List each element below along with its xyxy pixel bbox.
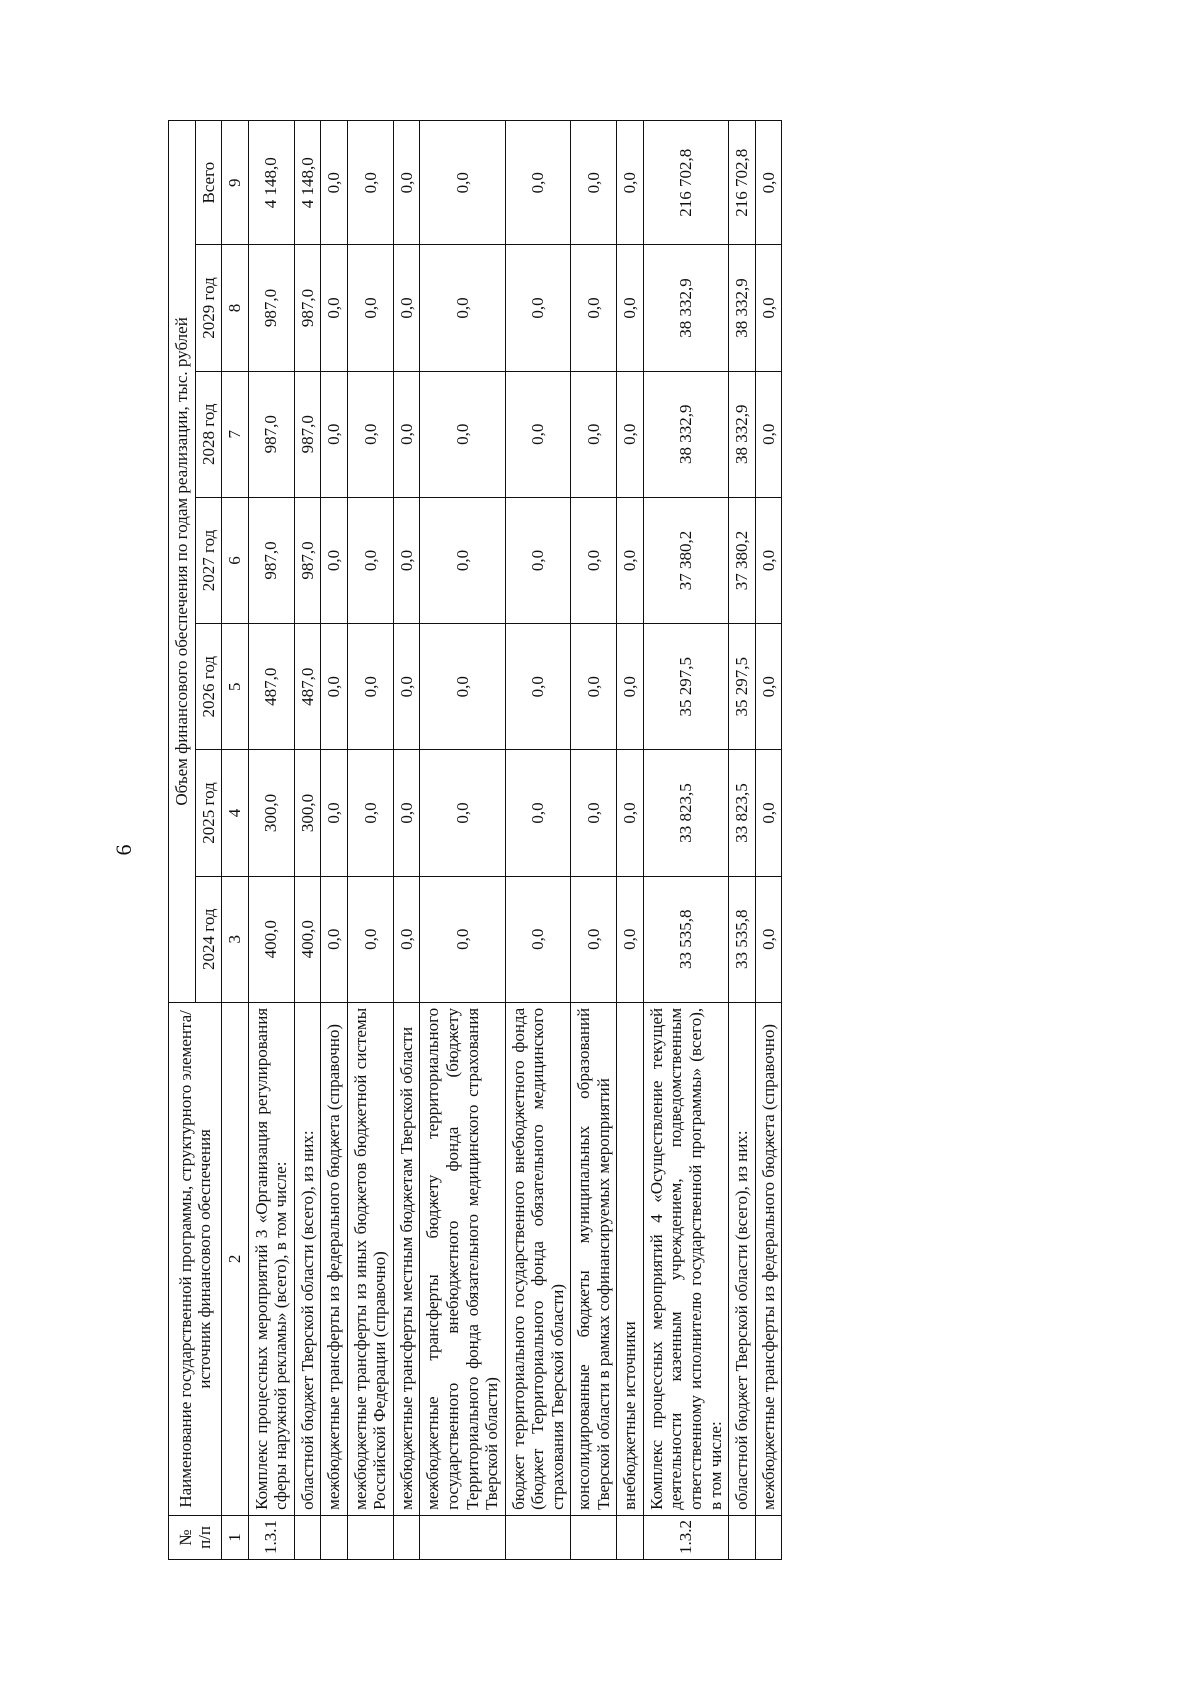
table-row xyxy=(617,121,644,1560)
header-num: № п/п xyxy=(169,1515,222,1559)
row-year-value: 0,0 xyxy=(347,750,393,876)
row-year-value: 400,0 xyxy=(294,876,321,1002)
table-row xyxy=(729,121,756,1560)
row-year-value: 35 297,5 xyxy=(643,624,728,750)
row-year-value: 0,0 xyxy=(321,750,348,876)
row-year-value: 0,0 xyxy=(755,371,782,497)
row-year-value: 487,0 xyxy=(248,624,294,750)
row-year-value: 987,0 xyxy=(294,245,321,371)
row-year-value: 300,0 xyxy=(294,750,321,876)
table-row xyxy=(347,121,393,1560)
table-row xyxy=(321,121,348,1560)
row-code xyxy=(420,1515,505,1559)
row-code xyxy=(347,1515,393,1559)
row-year-value: 0,0 xyxy=(393,876,420,1002)
table-row xyxy=(294,121,321,1560)
row-year-value: 0,0 xyxy=(393,245,420,371)
table-row xyxy=(393,121,420,1560)
table-row xyxy=(248,121,294,1560)
row-year-value: 0,0 xyxy=(321,876,348,1002)
row-code: 1.3.2 xyxy=(643,1515,728,1559)
row-year-value: 0,0 xyxy=(347,371,393,497)
row-year-value: 0,0 xyxy=(505,371,571,497)
page-number: 6 xyxy=(111,844,136,856)
row-total-value: 216 702,8 xyxy=(643,121,728,245)
header-name: Наименование государственной программы, структурного элемента/источник финансового обеспечения xyxy=(169,1002,222,1515)
row-year-value: 0,0 xyxy=(393,497,420,623)
row-year-value: 33 535,8 xyxy=(643,876,728,1002)
row-code xyxy=(393,1515,420,1559)
index-cell: 9 xyxy=(222,121,249,245)
row-total-value: 0,0 xyxy=(617,121,644,245)
row-code xyxy=(505,1515,571,1559)
row-year-value: 0,0 xyxy=(347,245,393,371)
row-total-value: 0,0 xyxy=(571,121,617,245)
row-year-value: 0,0 xyxy=(571,371,617,497)
rotated-table-wrapper xyxy=(168,120,1068,1560)
row-source-name: межбюджетные трансферты местным бюджетам Тверской области xyxy=(393,1002,420,1515)
row-year-value: 38 332,9 xyxy=(729,245,756,371)
row-year-value: 0,0 xyxy=(571,497,617,623)
row-code xyxy=(321,1515,348,1559)
row-year-value: 987,0 xyxy=(248,245,294,371)
row-year-value: 0,0 xyxy=(755,750,782,876)
row-year-value: 0,0 xyxy=(617,750,644,876)
row-year-value: 0,0 xyxy=(755,497,782,623)
table-row xyxy=(420,121,505,1560)
header-year: 2029 год xyxy=(195,245,222,371)
row-year-value: 987,0 xyxy=(248,371,294,497)
row-year-value: 33 823,5 xyxy=(729,750,756,876)
header-row-1 xyxy=(169,121,196,1560)
row-source-name: консолидированные бюджеты муниципальных образований Тверской области в рамках софинансируемых мероприятий xyxy=(571,1002,617,1515)
row-year-value: 38 332,9 xyxy=(643,245,728,371)
row-year-value: 0,0 xyxy=(393,371,420,497)
table-body xyxy=(222,121,782,1560)
row-total-value: 216 702,8 xyxy=(729,121,756,245)
row-year-value: 987,0 xyxy=(248,497,294,623)
row-total-value: 0,0 xyxy=(393,121,420,245)
row-source-name: межбюджетные трансферты из иных бюджетов бюджетной системы Российской Федерации (справочно) xyxy=(347,1002,393,1515)
row-code xyxy=(755,1515,782,1559)
row-year-value: 0,0 xyxy=(347,497,393,623)
row-source-name: Комплекс процессных мероприятий 3 «Организация регулирования сферы наружной рекламы» (всего), в том числе: xyxy=(248,1002,294,1515)
row-year-value: 0,0 xyxy=(505,245,571,371)
row-code xyxy=(617,1515,644,1559)
row-year-value: 38 332,9 xyxy=(729,371,756,497)
row-year-value: 0,0 xyxy=(617,624,644,750)
row-year-value: 487,0 xyxy=(294,624,321,750)
row-year-value: 0,0 xyxy=(393,750,420,876)
row-year-value: 0,0 xyxy=(420,624,505,750)
index-cell: 8 xyxy=(222,245,249,371)
row-source-name: межбюджетные трансферты бюджету территориального государственного внебюджетного фонда (бюджету Территориального фонда обязательного медицинского страхования Тверской области) xyxy=(420,1002,505,1515)
row-year-value: 0,0 xyxy=(755,245,782,371)
row-year-value: 33 535,8 xyxy=(729,876,756,1002)
row-year-value: 0,0 xyxy=(393,624,420,750)
row-year-value: 0,0 xyxy=(505,750,571,876)
row-year-value: 0,0 xyxy=(755,876,782,1002)
row-year-value: 38 332,9 xyxy=(643,371,728,497)
row-year-value: 0,0 xyxy=(617,876,644,1002)
financing-table xyxy=(168,120,782,1560)
header-year: 2028 год xyxy=(195,371,222,497)
row-year-value: 0,0 xyxy=(347,624,393,750)
table-row xyxy=(505,121,571,1560)
row-year-value: 0,0 xyxy=(347,876,393,1002)
row-total-value: 4 148,0 xyxy=(248,121,294,245)
row-year-value: 0,0 xyxy=(505,624,571,750)
row-year-value: 987,0 xyxy=(294,497,321,623)
row-year-value: 0,0 xyxy=(420,876,505,1002)
table-row xyxy=(643,121,728,1560)
row-source-name: бюджет территориального государственного внебюджетного фонда (бюджет Территориального фонда обязательного медицинского страхования Тверской области) xyxy=(505,1002,571,1515)
row-year-value: 987,0 xyxy=(294,371,321,497)
row-year-value: 0,0 xyxy=(505,876,571,1002)
row-year-value: 33 823,5 xyxy=(643,750,728,876)
header-total: Всего xyxy=(195,121,222,245)
row-total-value: 0,0 xyxy=(755,121,782,245)
row-year-value: 0,0 xyxy=(571,624,617,750)
row-year-value: 0,0 xyxy=(755,624,782,750)
row-year-value: 0,0 xyxy=(617,245,644,371)
row-total-value: 0,0 xyxy=(505,121,571,245)
row-code: 1.3.1 xyxy=(248,1515,294,1559)
row-code xyxy=(571,1515,617,1559)
row-year-value: 37 380,2 xyxy=(729,497,756,623)
table-row xyxy=(571,121,617,1560)
index-cell: 5 xyxy=(222,624,249,750)
row-year-value: 0,0 xyxy=(505,497,571,623)
row-year-value: 0,0 xyxy=(321,497,348,623)
row-year-value: 0,0 xyxy=(617,371,644,497)
row-year-value: 0,0 xyxy=(321,624,348,750)
index-cell: 7 xyxy=(222,371,249,497)
row-year-value: 0,0 xyxy=(420,245,505,371)
row-total-value: 4 148,0 xyxy=(294,121,321,245)
row-source-name: областной бюджет Тверской области (всего), из них: xyxy=(729,1002,756,1515)
row-year-value: 35 297,5 xyxy=(729,624,756,750)
header-year: 2027 год xyxy=(195,497,222,623)
index-row xyxy=(222,121,249,1560)
row-year-value: 0,0 xyxy=(420,750,505,876)
row-source-name: областной бюджет Тверской области (всего), из них: xyxy=(294,1002,321,1515)
index-cell: 1 xyxy=(222,1515,249,1559)
row-year-value: 0,0 xyxy=(571,245,617,371)
header-year: 2025 год xyxy=(195,750,222,876)
row-year-value: 0,0 xyxy=(321,371,348,497)
row-total-value: 0,0 xyxy=(321,121,348,245)
index-cell: 6 xyxy=(222,497,249,623)
row-code xyxy=(729,1515,756,1559)
row-year-value: 400,0 xyxy=(248,876,294,1002)
row-year-value: 0,0 xyxy=(321,245,348,371)
row-total-value: 0,0 xyxy=(347,121,393,245)
row-year-value: 0,0 xyxy=(617,497,644,623)
index-cell: 2 xyxy=(222,1002,249,1515)
row-code xyxy=(294,1515,321,1559)
row-year-value: 0,0 xyxy=(420,371,505,497)
row-source-name: межбюджетные трансферты из федерального бюджета (справочно) xyxy=(321,1002,348,1515)
row-source-name: внебюджетные источники xyxy=(617,1002,644,1515)
row-source-name: Комплекс процессных мероприятий 4 «Осуществление текущей деятельности казенным учреждением, подведомственным ответственному исполнителю государственной программы» (всего), в том числе: xyxy=(643,1002,728,1515)
row-total-value: 0,0 xyxy=(420,121,505,245)
header-year: 2026 год xyxy=(195,624,222,750)
index-cell: 4 xyxy=(222,750,249,876)
row-year-value: 300,0 xyxy=(248,750,294,876)
row-source-name: межбюджетные трансферты из федерального бюджета (справочно) xyxy=(755,1002,782,1515)
row-year-value: 0,0 xyxy=(571,876,617,1002)
table-row xyxy=(755,121,782,1560)
row-year-value: 37 380,2 xyxy=(643,497,728,623)
index-cell: 3 xyxy=(222,876,249,1002)
header-finance: Объем финансового обеспечения по годам реализации, тыс. рублей xyxy=(169,121,196,1003)
row-year-value: 0,0 xyxy=(571,750,617,876)
header-year: 2024 год xyxy=(195,876,222,1002)
row-year-value: 0,0 xyxy=(420,497,505,623)
